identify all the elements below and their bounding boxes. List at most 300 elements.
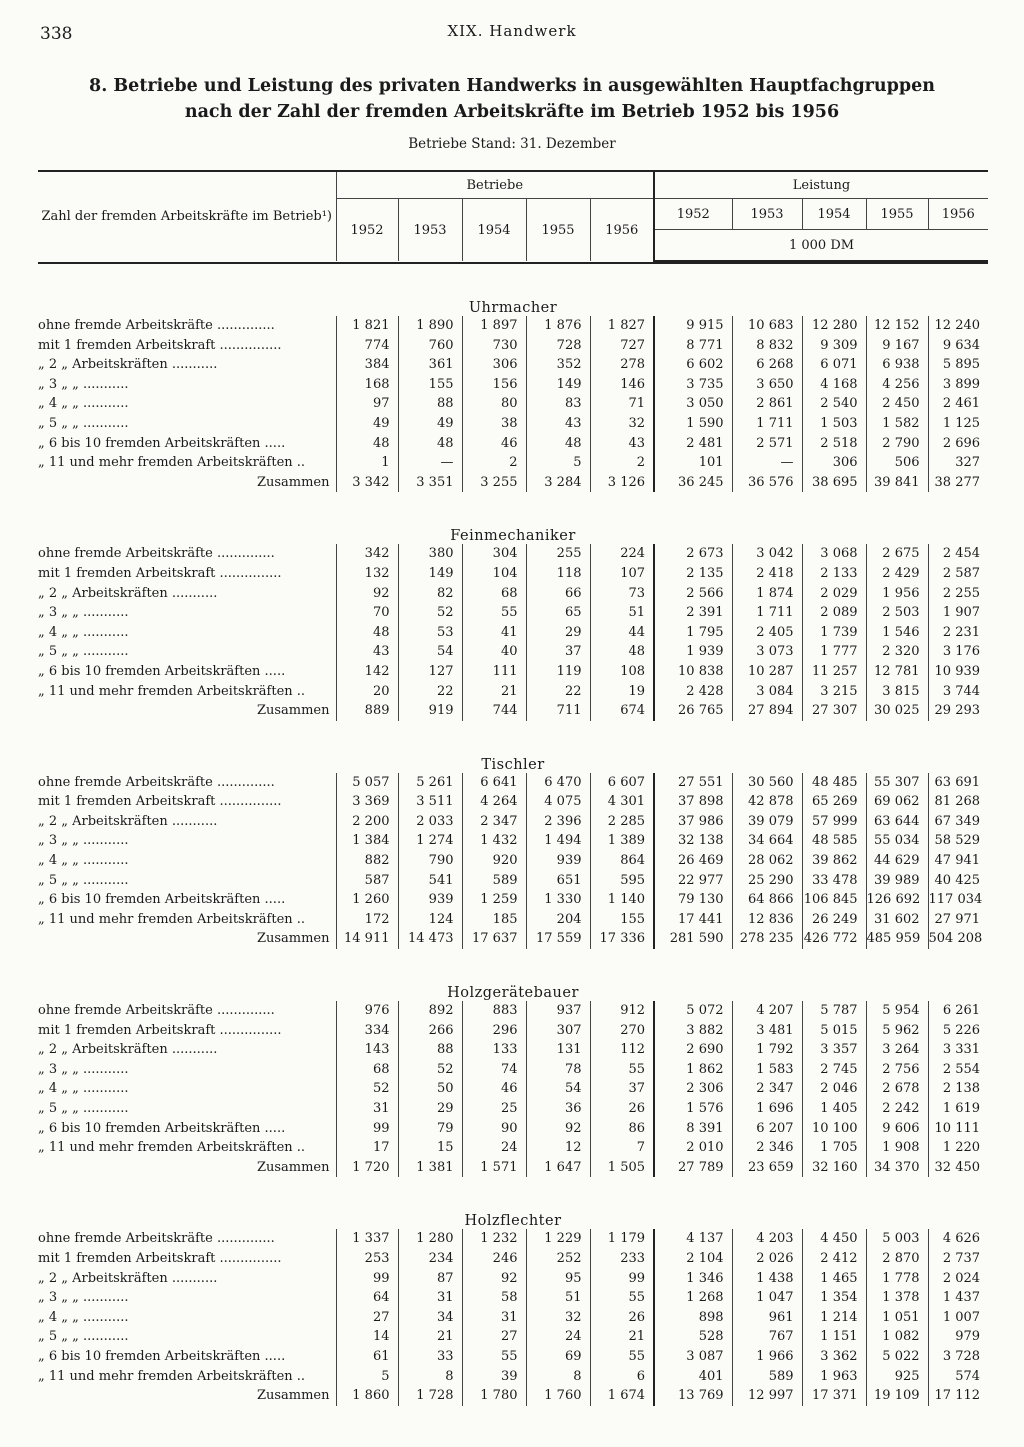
table-cell: 2 429 [866, 564, 928, 584]
table-cell: 55 [590, 1347, 654, 1367]
table-cell: 1 437 [928, 1288, 988, 1308]
table-cell: 49 [336, 414, 398, 434]
table-cell: 78 [526, 1060, 590, 1080]
table-cell: 6 207 [732, 1119, 802, 1139]
table-cell: 63 644 [866, 812, 928, 832]
table-cell: 5 [336, 1367, 398, 1387]
table-cell: 80 [462, 394, 526, 414]
table-cell: 21 [590, 1327, 654, 1347]
table-cell: 27 [462, 1327, 526, 1347]
table-cell: 595 [590, 871, 654, 891]
table-cell: 82 [398, 584, 462, 604]
row-label: „ 11 und mehr fremden Arbeitskräften .. [38, 1368, 306, 1384]
table-cell: 3 176 [928, 642, 988, 662]
table-cell: 1 337 [336, 1229, 398, 1249]
table-cell: 63 691 [928, 773, 988, 793]
table-cell: 3 728 [928, 1347, 988, 1367]
row-label: mit 1 fremden Arbeitskraft ............... [38, 1022, 282, 1038]
table-cell: 2 518 [802, 434, 866, 454]
table-cell: 55 034 [866, 831, 928, 851]
table-cell: 898 [654, 1308, 732, 1328]
table-cell: 485 959 [866, 929, 928, 949]
row-label: mit 1 fremden Arbeitskraft ............... [38, 794, 282, 810]
table-cell: 2 696 [928, 434, 988, 454]
table-cell: 32 450 [928, 1158, 988, 1178]
table-cell: 52 [398, 603, 462, 623]
table-cell: 1 280 [398, 1229, 462, 1249]
table-cell: 2 737 [928, 1249, 988, 1269]
table-cell: 6 071 [802, 355, 866, 375]
table-cell: 52 [336, 1079, 398, 1099]
table-row [38, 1288, 988, 1308]
row-label: „ 4 „ „ ........... [38, 1081, 129, 1097]
table-row [38, 910, 988, 930]
table-cell: 919 [398, 701, 462, 721]
table-cell: 172 [336, 910, 398, 930]
table-cell: 234 [398, 1249, 462, 1269]
table-cell: 83 [526, 394, 590, 414]
table-cell: 1 179 [590, 1229, 654, 1249]
table-cell: 10 838 [654, 662, 732, 682]
table-cell: 43 [336, 642, 398, 662]
table-cell: 17 637 [462, 929, 526, 949]
table-cell: 1 125 [928, 414, 988, 434]
table-cell: 1 778 [866, 1269, 928, 1289]
table-cell: 1 229 [526, 1229, 590, 1249]
table-cell: 58 529 [928, 831, 988, 851]
table-cell: 334 [336, 1021, 398, 1041]
table-cell: 79 [398, 1119, 462, 1139]
table-cell: 29 [526, 623, 590, 643]
table-cell: 306 [802, 453, 866, 473]
table-cell: 342 [336, 544, 398, 564]
table-cell: 92 [462, 1269, 526, 1289]
table-cell: 1 546 [866, 623, 928, 643]
table-cell: 2 347 [732, 1079, 802, 1099]
table-cell: 3 215 [802, 682, 866, 702]
table-cell: 744 [462, 701, 526, 721]
table-cell: 21 [398, 1327, 462, 1347]
table-cell: 17 [336, 1138, 398, 1158]
table-cell: 26 [590, 1099, 654, 1119]
table-cell: 39 [462, 1367, 526, 1387]
table-cell: 53 [398, 623, 462, 643]
table-cell: 892 [398, 1001, 462, 1021]
running-head: XIX. Handwerk [447, 22, 577, 40]
table-cell: 49 [398, 414, 462, 434]
table-row [38, 355, 988, 375]
table-cell: 44 629 [866, 851, 928, 871]
table-cell: 1 494 [526, 831, 590, 851]
table-cell: 1 780 [462, 1386, 526, 1406]
table-cell: 50 [398, 1079, 462, 1099]
table-row [38, 662, 988, 682]
table-cell: 3 042 [732, 544, 802, 564]
table-cell: 155 [398, 375, 462, 395]
table-cell: 1 214 [802, 1308, 866, 1328]
table-cell: 5 895 [928, 355, 988, 375]
table-cell: 3 126 [590, 473, 654, 493]
table-cell: 2 347 [462, 812, 526, 832]
table-cell: 1 007 [928, 1308, 988, 1328]
total-row [38, 929, 988, 949]
table-cell: 33 [398, 1347, 462, 1367]
table-subtitle: Betriebe Stand: 31. Dezember [408, 136, 616, 152]
table-cell: 20 [336, 682, 398, 702]
table-cell: 1 260 [336, 890, 398, 910]
table-cell: 74 [462, 1060, 526, 1080]
table-cell: 38 [462, 414, 526, 434]
table-row [38, 336, 988, 356]
table-cell: 6 641 [462, 773, 526, 793]
table-cell: 352 [526, 355, 590, 375]
table-cell: 252 [526, 1249, 590, 1269]
table-cell: 1 792 [732, 1040, 802, 1060]
table-cell: 119 [526, 662, 590, 682]
table-cell: 2 [462, 453, 526, 473]
table-cell: 4 264 [462, 792, 526, 812]
table-cell: 10 939 [928, 662, 988, 682]
table-cell: 380 [398, 544, 462, 564]
table-cell: 24 [526, 1327, 590, 1347]
table-cell: 3 331 [928, 1040, 988, 1060]
table-cell: 39 079 [732, 812, 802, 832]
table-cell: 6 938 [866, 355, 928, 375]
table-cell: 3 744 [928, 682, 988, 702]
table-cell: 10 100 [802, 1119, 866, 1139]
table-cell: 401 [654, 1367, 732, 1387]
table-cell: 36 245 [654, 473, 732, 493]
row-label: Zusammen [256, 474, 330, 490]
table-cell: 2 675 [866, 544, 928, 564]
table-cell: 32 [526, 1308, 590, 1328]
table-cell: 26 249 [802, 910, 866, 930]
table-cell: 2 133 [802, 564, 866, 584]
table-cell: 727 [590, 336, 654, 356]
table-cell: 17 371 [802, 1386, 866, 1406]
table-cell: 2 [590, 453, 654, 473]
table-cell: 1 760 [526, 1386, 590, 1406]
table-row [38, 792, 988, 812]
table-cell: 97 [336, 394, 398, 414]
table-cell: 42 878 [732, 792, 802, 812]
section-row [38, 1177, 988, 1229]
table-cell: 14 [336, 1327, 398, 1347]
table-cell: 12 997 [732, 1386, 802, 1406]
table-cell: 17 441 [654, 910, 732, 930]
table-cell: 32 160 [802, 1158, 866, 1178]
table-cell: 1 711 [732, 603, 802, 623]
table-cell: 1 268 [654, 1288, 732, 1308]
table-cell: 1 051 [866, 1308, 928, 1328]
table-cell: 48 585 [802, 831, 866, 851]
table-cell: 1 890 [398, 316, 462, 336]
section-title: Tischler [481, 756, 545, 773]
table-cell: 1 330 [526, 890, 590, 910]
table-cell: 5 072 [654, 1001, 732, 1021]
table-cell: 66 [526, 584, 590, 604]
table-cell: 39 841 [866, 473, 928, 493]
table-cell: 1 720 [336, 1158, 398, 1178]
table-row [38, 453, 988, 473]
table-cell: 2 870 [866, 1249, 928, 1269]
total-row [38, 1158, 988, 1178]
table-cell: 32 138 [654, 831, 732, 851]
table-cell: 87 [398, 1269, 462, 1289]
table-cell: 6 470 [526, 773, 590, 793]
table-cell: 55 [462, 603, 526, 623]
table-cell: 2 756 [866, 1060, 928, 1080]
table-cell: 52 [398, 1060, 462, 1080]
table-cell: 1 505 [590, 1158, 654, 1178]
table-cell: 24 [462, 1138, 526, 1158]
row-label: „ 5 „ „ ........... [38, 644, 129, 660]
table-cell: 1 711 [732, 414, 802, 434]
table-cell: 10 287 [732, 662, 802, 682]
statistics-table [38, 170, 988, 1406]
table-cell: 939 [526, 851, 590, 871]
table-cell: 711 [526, 701, 590, 721]
table-cell: 2 461 [928, 394, 988, 414]
table-cell: 889 [336, 701, 398, 721]
year-header-leistung-1954: 1954 [802, 199, 866, 230]
table-cell: 25 290 [732, 871, 802, 891]
table-cell: 1 619 [928, 1099, 988, 1119]
row-label: „ 2 „ Arbeitskräften ........... [38, 1270, 218, 1286]
table-cell: 2 033 [398, 812, 462, 832]
table-cell: 426 772 [802, 929, 866, 949]
table-cell: 1 384 [336, 831, 398, 851]
table-cell: 12 152 [866, 316, 928, 336]
total-row [38, 701, 988, 721]
table-cell: 979 [928, 1327, 988, 1347]
table-cell: 3 284 [526, 473, 590, 493]
table-cell: 2 135 [654, 564, 732, 584]
row-label: mit 1 fremden Arbeitskraft ............... [38, 1250, 282, 1266]
row-label: Zusammen [256, 931, 330, 947]
row-label: „ 6 bis 10 fremden Arbeitskräften ..... [38, 892, 286, 908]
table-cell: 2 790 [866, 434, 928, 454]
row-label: ohne fremde Arbeitskräfte .............. [38, 1003, 275, 1019]
row-label: „ 3 „ „ ........... [38, 833, 129, 849]
table-cell: 30 025 [866, 701, 928, 721]
year-header-betriebe-1955: 1955 [526, 199, 590, 262]
table-row [38, 1001, 988, 1021]
table-cell: 8 [526, 1367, 590, 1387]
table-cell: 64 [336, 1288, 398, 1308]
table-cell: 48 [398, 434, 462, 454]
table-cell: 307 [526, 1021, 590, 1041]
table-row [38, 1347, 988, 1367]
row-label: „ 6 bis 10 fremden Arbeitskräften ..... [38, 663, 286, 679]
table-cell: 31 [462, 1308, 526, 1328]
table-cell: 4 203 [732, 1229, 802, 1249]
table-cell: 1 862 [654, 1060, 732, 1080]
table-row [38, 851, 988, 871]
table-cell: 155 [590, 910, 654, 930]
table-cell: 281 590 [654, 929, 732, 949]
table-cell: 1 140 [590, 890, 654, 910]
table-cell: 185 [462, 910, 526, 930]
table-cell: 1 739 [802, 623, 866, 643]
table-cell: 107 [590, 564, 654, 584]
row-label: „ 3 „ „ ........... [38, 1061, 129, 1077]
table-cell: 2 306 [654, 1079, 732, 1099]
table-cell: 14 911 [336, 929, 398, 949]
table-cell: 2 200 [336, 812, 398, 832]
table-cell: 126 692 [866, 890, 928, 910]
table-cell: 3 073 [732, 642, 802, 662]
table-cell: 5 261 [398, 773, 462, 793]
row-label: „ 5 „ „ ........... [38, 415, 129, 431]
table-cell: 55 307 [866, 773, 928, 793]
table-cell: 4 256 [866, 375, 928, 395]
table-cell: 8 391 [654, 1119, 732, 1139]
table-cell: 47 941 [928, 851, 988, 871]
table-cell: 760 [398, 336, 462, 356]
table-cell: 11 257 [802, 662, 866, 682]
row-label: „ 11 und mehr fremden Arbeitskräften .. [38, 1140, 306, 1156]
table-row [38, 1367, 988, 1387]
table-cell: 61 [336, 1347, 398, 1367]
section-row [38, 263, 988, 316]
table-cell: 2 231 [928, 623, 988, 643]
table-cell: 39 989 [866, 871, 928, 891]
row-label: „ 4 „ „ ........... [38, 1309, 129, 1325]
row-label: „ 4 „ „ ........... [38, 396, 129, 412]
table-cell: 587 [336, 871, 398, 891]
group-header-leistung: Leistung [654, 171, 988, 199]
table-cell: 143 [336, 1040, 398, 1060]
table-cell: 3 362 [802, 1347, 866, 1367]
table-header [38, 171, 988, 263]
table-cell: 26 469 [654, 851, 732, 871]
table-cell: 233 [590, 1249, 654, 1269]
table-cell: 2 242 [866, 1099, 928, 1119]
table-cell: 2 024 [928, 1269, 988, 1289]
year-header-leistung-1953: 1953 [732, 199, 802, 230]
table-cell: 204 [526, 910, 590, 930]
table-cell: 48 485 [802, 773, 866, 793]
row-label: ohne fremde Arbeitskräfte .............. [38, 318, 275, 333]
table-cell: 1 438 [732, 1269, 802, 1289]
table-cell: 4 075 [526, 792, 590, 812]
table-cell: 19 [590, 682, 654, 702]
table-body [38, 263, 988, 1406]
table-cell: 8 771 [654, 336, 732, 356]
table-row [38, 544, 988, 564]
table-cell: 528 [654, 1327, 732, 1347]
table-cell: 1 827 [590, 316, 654, 336]
table-cell: 12 836 [732, 910, 802, 930]
table-cell: 1 576 [654, 1099, 732, 1119]
table-cell: 1 705 [802, 1138, 866, 1158]
table-cell: 883 [462, 1001, 526, 1021]
table-row [38, 1229, 988, 1249]
table-cell: 64 866 [732, 890, 802, 910]
table-cell: 55 [590, 1060, 654, 1080]
row-label: „ 5 „ „ ........... [38, 1329, 129, 1345]
table-cell: 38 277 [928, 473, 988, 493]
table-cell: 2 481 [654, 434, 732, 454]
table-cell: 278 235 [732, 929, 802, 949]
table-row [38, 1308, 988, 1328]
table-cell: 278 [590, 355, 654, 375]
table-cell: 88 [398, 394, 462, 414]
table-cell: 5 [526, 453, 590, 473]
table-cell: 34 370 [866, 1158, 928, 1178]
table-cell: 146 [590, 375, 654, 395]
table-cell: 48 [336, 434, 398, 454]
table-cell: 2 587 [928, 564, 988, 584]
table-cell: 1 274 [398, 831, 462, 851]
table-cell: 2 320 [866, 642, 928, 662]
table-cell: 101 [654, 453, 732, 473]
table-cell: 27 551 [654, 773, 732, 793]
row-label: „ 4 „ „ ........... [38, 853, 129, 869]
table-cell: 925 [866, 1367, 928, 1387]
table-cell: 589 [732, 1367, 802, 1387]
row-label: „ 4 „ „ ........... [38, 624, 129, 640]
table-cell: 1 876 [526, 316, 590, 336]
row-label: „ 3 „ „ ........... [38, 1290, 129, 1306]
total-row [38, 1386, 988, 1406]
table-cell: 7 [590, 1138, 654, 1158]
table-cell: 48 [336, 623, 398, 643]
row-label: „ 5 „ „ ........... [38, 872, 129, 888]
table-cell: 149 [526, 375, 590, 395]
row-label: „ 2 „ Arbeitskräften ........... [38, 1042, 218, 1058]
table-cell: 767 [732, 1327, 802, 1347]
table-cell: 790 [398, 851, 462, 871]
table-cell: 90 [462, 1119, 526, 1139]
table-cell: 541 [398, 871, 462, 891]
table-cell: — [398, 453, 462, 473]
table-cell: 92 [526, 1119, 590, 1139]
table-cell: 1 047 [732, 1288, 802, 1308]
table-cell: 95 [526, 1269, 590, 1289]
table-cell: 1 777 [802, 642, 866, 662]
table-cell: 58 [462, 1288, 526, 1308]
table-cell: 1 583 [732, 1060, 802, 1080]
table-cell: 1 728 [398, 1386, 462, 1406]
table-cell: 1 082 [866, 1327, 928, 1347]
table-cell: 589 [462, 871, 526, 891]
table-row [38, 1079, 988, 1099]
table-cell: 57 999 [802, 812, 866, 832]
table-cell: 6 602 [654, 355, 732, 375]
table-cell: 327 [928, 453, 988, 473]
table-cell: 51 [526, 1288, 590, 1308]
section-title: Holzflechter [464, 1213, 562, 1230]
total-row [38, 473, 988, 493]
table-title-line-2: nach der Zahl der fremden Arbeitskräfte im Betrieb 1952 bis 1956 [184, 102, 840, 122]
table-cell: 133 [462, 1040, 526, 1060]
table-cell: 10 111 [928, 1119, 988, 1139]
table-cell: 253 [336, 1249, 398, 1269]
table-cell: 27 789 [654, 1158, 732, 1178]
table-cell: 2 405 [732, 623, 802, 643]
row-label: „ 6 bis 10 fremden Arbeitskräften ..... [38, 435, 286, 451]
table-cell: 3 050 [654, 394, 732, 414]
section-row [38, 721, 988, 773]
table-cell: 5 003 [866, 1229, 928, 1249]
table-cell: 92 [336, 584, 398, 604]
table-cell: 1 874 [732, 584, 802, 604]
row-label: „ 2 „ Arbeitskräften ........... [38, 357, 218, 373]
table-cell: 33 478 [802, 871, 866, 891]
table-cell: 3 735 [654, 375, 732, 395]
